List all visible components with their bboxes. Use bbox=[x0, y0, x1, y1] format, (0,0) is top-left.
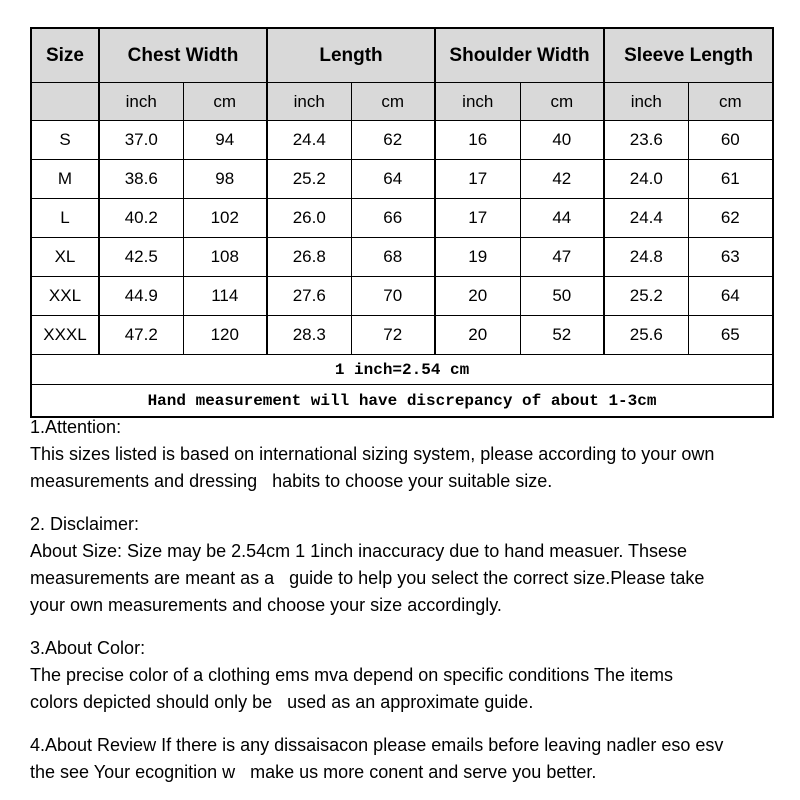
data-cell: 24.4 bbox=[604, 199, 688, 238]
data-cell: 94 bbox=[183, 121, 267, 160]
note-section-about-review bbox=[30, 732, 770, 786]
note-line: 3.About Color: bbox=[30, 638, 146, 658]
data-cell: 44 bbox=[520, 199, 604, 238]
unit-cell: cm bbox=[688, 83, 773, 121]
size-cell: S bbox=[31, 121, 99, 160]
data-cell: 66 bbox=[351, 199, 435, 238]
data-cell: 23.6 bbox=[604, 121, 688, 160]
size-cell: XXL bbox=[31, 277, 99, 316]
table-row-xl bbox=[31, 238, 773, 277]
unit-cell-empty bbox=[31, 83, 99, 121]
data-cell: 68 bbox=[351, 238, 435, 277]
data-cell: 70 bbox=[351, 277, 435, 316]
note-section-attention bbox=[30, 414, 770, 495]
data-cell: 28.3 bbox=[267, 316, 351, 355]
data-cell: 17 bbox=[435, 199, 520, 238]
note-line: your own measurements and choose your size accordingly. bbox=[30, 595, 502, 615]
note-line: the see Your ecognition w make us more conent and serve you better. bbox=[30, 762, 597, 782]
unit-cell: inch bbox=[435, 83, 520, 121]
data-cell: 52 bbox=[520, 316, 604, 355]
data-cell: 16 bbox=[435, 121, 520, 160]
data-cell: 63 bbox=[688, 238, 773, 277]
header-shoulder-width: Shoulder Width bbox=[435, 28, 604, 83]
size-chart-table bbox=[30, 27, 774, 418]
table-row-s bbox=[31, 121, 773, 160]
unit-cell: cm bbox=[351, 83, 435, 121]
unit-cell: cm bbox=[520, 83, 604, 121]
data-cell: 47.2 bbox=[99, 316, 183, 355]
data-cell: 108 bbox=[183, 238, 267, 277]
note-section-about-color bbox=[30, 635, 770, 716]
header-sleeve-length: Sleeve Length bbox=[604, 28, 773, 83]
data-cell: 24.4 bbox=[267, 121, 351, 160]
data-cell: 42.5 bbox=[99, 238, 183, 277]
note-line: This sizes listed is based on international sizing system, please according to your own bbox=[30, 444, 715, 464]
data-cell: 20 bbox=[435, 316, 520, 355]
header-chest-width: Chest Width bbox=[99, 28, 267, 83]
data-cell: 24.0 bbox=[604, 160, 688, 199]
table-footnote-row bbox=[31, 385, 773, 418]
table-header-row bbox=[31, 28, 773, 83]
data-cell: 102 bbox=[183, 199, 267, 238]
data-cell: 64 bbox=[688, 277, 773, 316]
data-cell: 44.9 bbox=[99, 277, 183, 316]
data-cell: 19 bbox=[435, 238, 520, 277]
data-cell: 62 bbox=[688, 199, 773, 238]
table-row-m bbox=[31, 160, 773, 199]
footnote-inch-conversion: 1 inch=2.54 cm bbox=[31, 355, 773, 385]
note-line: measurements and dressing habits to choose your suitable size. bbox=[30, 471, 553, 491]
note-line: 4.About Review If there is any dissaisacon please emails before leaving nadler eso esv bbox=[30, 735, 724, 755]
data-cell: 64 bbox=[351, 160, 435, 199]
data-cell: 38.6 bbox=[99, 160, 183, 199]
notes-block bbox=[30, 414, 770, 800]
data-cell: 25.2 bbox=[267, 160, 351, 199]
data-cell: 62 bbox=[351, 121, 435, 160]
note-line: About Size: Size may be 2.54cm 1 1inch inaccuracy due to hand measuer. Thsese bbox=[30, 541, 688, 561]
footnote-measurement-discrepancy: Hand measurement will have discrepancy of about 1-3cm bbox=[31, 385, 773, 418]
data-cell: 37.0 bbox=[99, 121, 183, 160]
data-cell: 60 bbox=[688, 121, 773, 160]
data-cell: 40.2 bbox=[99, 199, 183, 238]
data-cell: 47 bbox=[520, 238, 604, 277]
data-cell: 20 bbox=[435, 277, 520, 316]
note-line: 1.Attention: bbox=[30, 417, 122, 437]
data-cell: 61 bbox=[688, 160, 773, 199]
unit-cell: inch bbox=[604, 83, 688, 121]
data-cell: 25.6 bbox=[604, 316, 688, 355]
data-cell: 120 bbox=[183, 316, 267, 355]
note-section-disclaimer bbox=[30, 511, 770, 619]
header-length: Length bbox=[267, 28, 435, 83]
table-row-xxxl bbox=[31, 316, 773, 355]
table-footnote-row bbox=[31, 355, 773, 385]
data-cell: 27.6 bbox=[267, 277, 351, 316]
data-cell: 72 bbox=[351, 316, 435, 355]
note-line: The precise color of a clothing ems mva depend on specific conditions The items bbox=[30, 665, 673, 685]
data-cell: 26.0 bbox=[267, 199, 351, 238]
table-unit-row bbox=[31, 83, 773, 121]
data-cell: 40 bbox=[520, 121, 604, 160]
size-cell: XL bbox=[31, 238, 99, 277]
note-line: measurements are meant as a guide to help you select the correct size.Please take bbox=[30, 568, 705, 588]
data-cell: 25.2 bbox=[604, 277, 688, 316]
header-size: Size bbox=[31, 28, 99, 83]
data-cell: 50 bbox=[520, 277, 604, 316]
unit-cell: inch bbox=[267, 83, 351, 121]
data-cell: 98 bbox=[183, 160, 267, 199]
table-row-xxl bbox=[31, 277, 773, 316]
data-cell: 26.8 bbox=[267, 238, 351, 277]
note-line: colors depicted should only be used as an approximate guide. bbox=[30, 692, 534, 712]
size-cell: L bbox=[31, 199, 99, 238]
data-cell: 65 bbox=[688, 316, 773, 355]
data-cell: 42 bbox=[520, 160, 604, 199]
size-cell: XXXL bbox=[31, 316, 99, 355]
table-row-l bbox=[31, 199, 773, 238]
size-cell: M bbox=[31, 160, 99, 199]
data-cell: 114 bbox=[183, 277, 267, 316]
data-cell: 17 bbox=[435, 160, 520, 199]
note-line: 2. Disclaimer: bbox=[30, 514, 140, 534]
unit-cell: inch bbox=[99, 83, 183, 121]
unit-cell: cm bbox=[183, 83, 267, 121]
data-cell: 24.8 bbox=[604, 238, 688, 277]
